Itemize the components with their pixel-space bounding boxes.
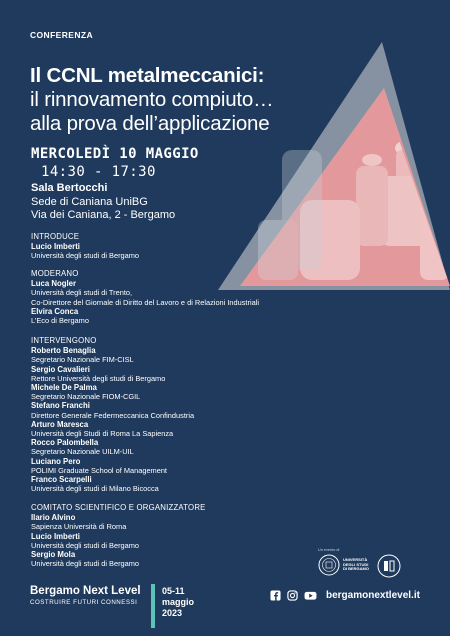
- person-role: Università degli studi di Milano Bicocca: [31, 484, 159, 494]
- person-name: Ilario Alvino: [31, 513, 76, 523]
- person-name: Franco Scarpelli: [31, 475, 92, 485]
- introduce-section: [31, 232, 139, 261]
- event-datetime: [31, 145, 199, 181]
- title-line: Il CCNL metalmeccanici:: [30, 64, 265, 87]
- person-name: Lucio Imberti: [31, 242, 80, 252]
- person-role: Segretario Nazionale FIM-CISL: [31, 355, 134, 365]
- brand-name: Bergamo Next Level: [30, 585, 141, 597]
- person-role: Segretario Nazionale UILM-UIL: [31, 447, 134, 457]
- person-role: Segretario Nazionale FIOM-CGIL: [31, 392, 141, 402]
- venue-building: Sede di Caniana UniBG: [31, 195, 148, 208]
- person-name: Luca Nogler: [31, 279, 77, 289]
- person-name: Arturo Maresca: [31, 419, 89, 429]
- person-role: Università degli studi di Bergamo: [31, 559, 140, 569]
- venue-name: Sala Bertocchi: [31, 182, 108, 194]
- person-name: Sergio Mola: [31, 550, 76, 560]
- person-role: Università degli studi di Bergamo: [31, 251, 140, 261]
- festival-year: 2023: [162, 608, 183, 618]
- person-name: Stefano Franchi: [31, 401, 90, 411]
- title-line: alla prova dell’applicazione: [30, 112, 270, 135]
- partner-logos: [318, 548, 401, 580]
- person-role: Direttore Generale Federmeccanica Confindustria: [31, 410, 195, 420]
- event-date: MERCOLEDÌ 10 MAGGIO: [31, 146, 199, 162]
- event-kicker: CONFERENZA: [30, 30, 94, 40]
- event-title: [30, 64, 350, 136]
- festival-days: 05-11: [162, 586, 185, 596]
- accent-bar: [151, 584, 155, 628]
- person-name: Luciano Pero: [31, 456, 81, 466]
- brand-tagline: COSTRUIRE FUTURI CONNESSI: [30, 599, 138, 606]
- bergamo-next-level-logo-icon: [377, 552, 401, 580]
- unibg-logo: [318, 548, 369, 576]
- person-name: Lucio Imberti: [31, 531, 80, 541]
- person-role: Rettore Università degli studi di Bergamo: [31, 373, 166, 383]
- person-role: L’Eco di Bergamo: [31, 316, 89, 326]
- youtube-icon[interactable]: [304, 590, 317, 601]
- unibg-seal-icon: [318, 554, 340, 576]
- logo-name: UNIVERSITÀ DEGLI STUDI DI BERGAMO: [343, 557, 369, 572]
- section-label: INTRODUCE: [31, 232, 80, 241]
- section-label: MODERANO: [31, 269, 79, 278]
- website-link[interactable]: bergamonextlevel.it: [326, 590, 420, 601]
- logo-intro: Un evento di: [318, 548, 340, 552]
- social-links: [270, 590, 420, 601]
- event-time: 14:30 - 17:30: [41, 164, 156, 180]
- comitato-section: [31, 503, 206, 568]
- person-role: Università degli studi di Trento,: [31, 288, 133, 298]
- moderano-section: [31, 269, 259, 325]
- person-name: Elvira Conca: [31, 306, 79, 316]
- person-role: POLIMI Graduate School of Management: [31, 465, 167, 475]
- section-label: COMITATO SCIENTIFICO E ORGANIZZATORE: [31, 503, 206, 512]
- person-name: Sergio Cavalieri: [31, 364, 90, 374]
- section-label: INTERVENGONO: [31, 336, 97, 345]
- facebook-icon[interactable]: [270, 590, 281, 601]
- intervengono-section: [31, 336, 194, 493]
- person-role: Sapienza Università di Roma: [31, 522, 127, 532]
- person-name: Michele De Palma: [31, 383, 97, 393]
- person-name: Roberto Benaglia: [31, 346, 96, 356]
- venue-address: Via dei Caniana, 2 - Bergamo: [31, 209, 176, 221]
- person-name: Rocco Palombella: [31, 438, 99, 448]
- festival-month: maggio: [162, 597, 195, 607]
- event-venue: [31, 182, 175, 223]
- festival-dates: [162, 586, 194, 619]
- person-role: Università degli studi di Bergamo: [31, 540, 140, 550]
- person-role: Università degli Studi di Roma La Sapienza: [31, 429, 174, 439]
- instagram-icon[interactable]: [287, 590, 298, 601]
- title-line: il rinnovamento compiuto…: [30, 88, 274, 111]
- person-role: Co-Direttore del Giornale di Diritto del Lavoro e di Relazioni Industriali: [31, 297, 259, 307]
- footer-brand: [30, 585, 141, 607]
